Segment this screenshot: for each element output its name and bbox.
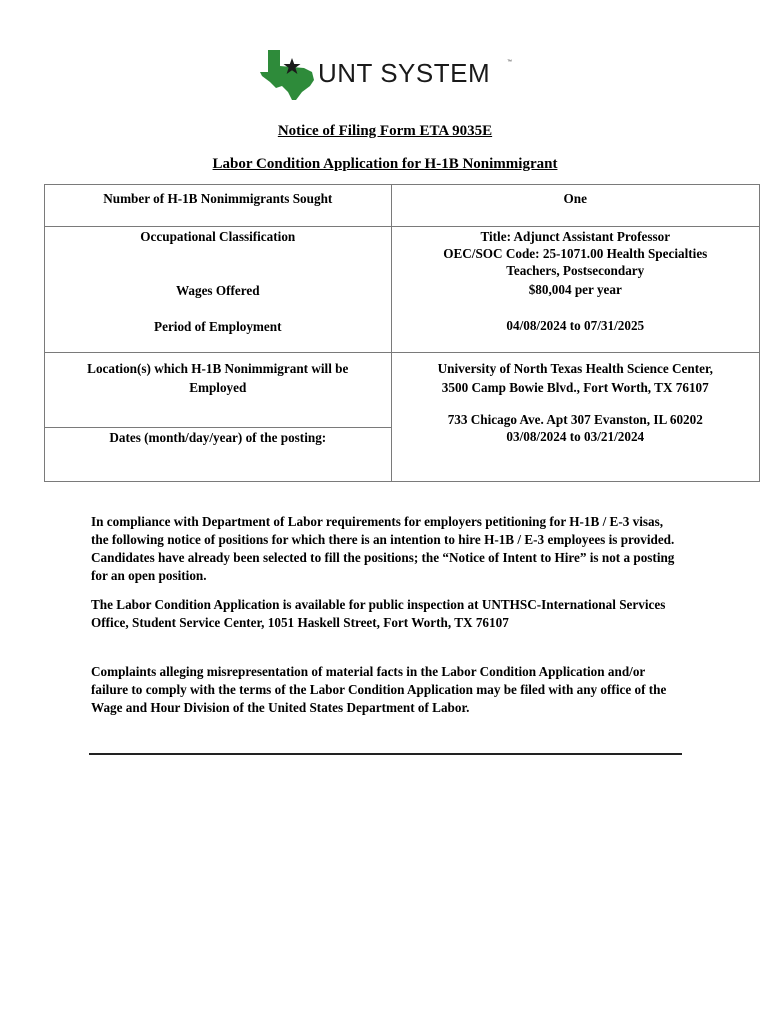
occupation-value-line1: Title: Adjunct Assistant Professor — [480, 229, 671, 244]
table-row — [45, 353, 760, 428]
horizontal-divider — [89, 753, 682, 755]
document-title: Notice of Filing Form ETA 9035E — [277, 123, 493, 139]
location-label-line2: Employed — [189, 380, 247, 395]
table-row — [45, 185, 760, 227]
wages-value: $80,004 per year — [528, 282, 622, 297]
occupation-value-line2: OEC/SOC Code: 25-1071.00 Health Specialties — [443, 246, 708, 261]
location-value-line2: 3500 Camp Bowie Blvd., Fort Worth, TX 76107 — [441, 380, 709, 395]
texas-star-icon — [258, 46, 318, 102]
table-cell — [391, 227, 759, 353]
unt-system-logo — [258, 46, 518, 102]
table-cell — [45, 185, 392, 227]
location-value-line1: University of North Texas Health Science Center, — [437, 361, 713, 376]
table-cell — [45, 227, 392, 353]
complaints-paragraph: Complaints alleging misrepresentation of material facts in the Labor Condition Application and/or failure to comply with the terms of the Labor Condition Application may be filed with any office of the Wage and Hour Division of the United States Department of Labor. — [91, 664, 667, 715]
compliance-paragraph: In compliance with Department of Labor requirements for employers petitioning for H-1B / E-3 visas, the following notice of positions for which there is an intention to hire H-1B / E-3 employees is provided. Candidates have already been selected to fill the positions; the “Notice of Intent to Hire” is not a posting for an open position. — [91, 514, 675, 583]
table-cell — [391, 185, 759, 227]
location-label-line1: Location(s) which H-1B Nonimmigrant will be — [87, 361, 349, 376]
table-row — [45, 227, 760, 353]
public-inspection-paragraph: The Labor Condition Application is available for public inspection at UNTHSC-International Services Office, Student Service Center, 1051 Haskell Street, Fort Worth, TX 76107 — [91, 597, 666, 630]
posting-value: 03/08/2024 to 03/21/2024 — [506, 429, 645, 444]
lca-details-table — [44, 184, 760, 482]
table-cell — [45, 428, 392, 482]
nonimmigrants-value: One — [563, 191, 587, 206]
table-cell — [391, 353, 759, 482]
period-value: 04/08/2024 to 07/31/2025 — [506, 318, 645, 333]
occupation-label: Occupational Classification — [140, 229, 296, 244]
document-subtitle: Labor Condition Application for H-1B Nonimmigrant — [212, 156, 558, 172]
nonimmigrants-label: Number of H-1B Nonimmigrants Sought — [103, 191, 333, 206]
logo-wordmark: UNT SYSTEM — [318, 58, 491, 88]
posting-label: Dates (month/day/year) of the posting: — [109, 430, 327, 445]
location-value-line3: 733 Chicago Ave. Apt 307 Evanston, IL 60202 — [447, 412, 703, 427]
logo-trademark: ™ — [507, 59, 512, 65]
occupation-value-line3: Teachers, Postsecondary — [506, 263, 645, 278]
table-cell — [45, 353, 392, 428]
wages-label: Wages Offered — [175, 283, 260, 298]
period-label: Period of Employment — [154, 319, 282, 334]
